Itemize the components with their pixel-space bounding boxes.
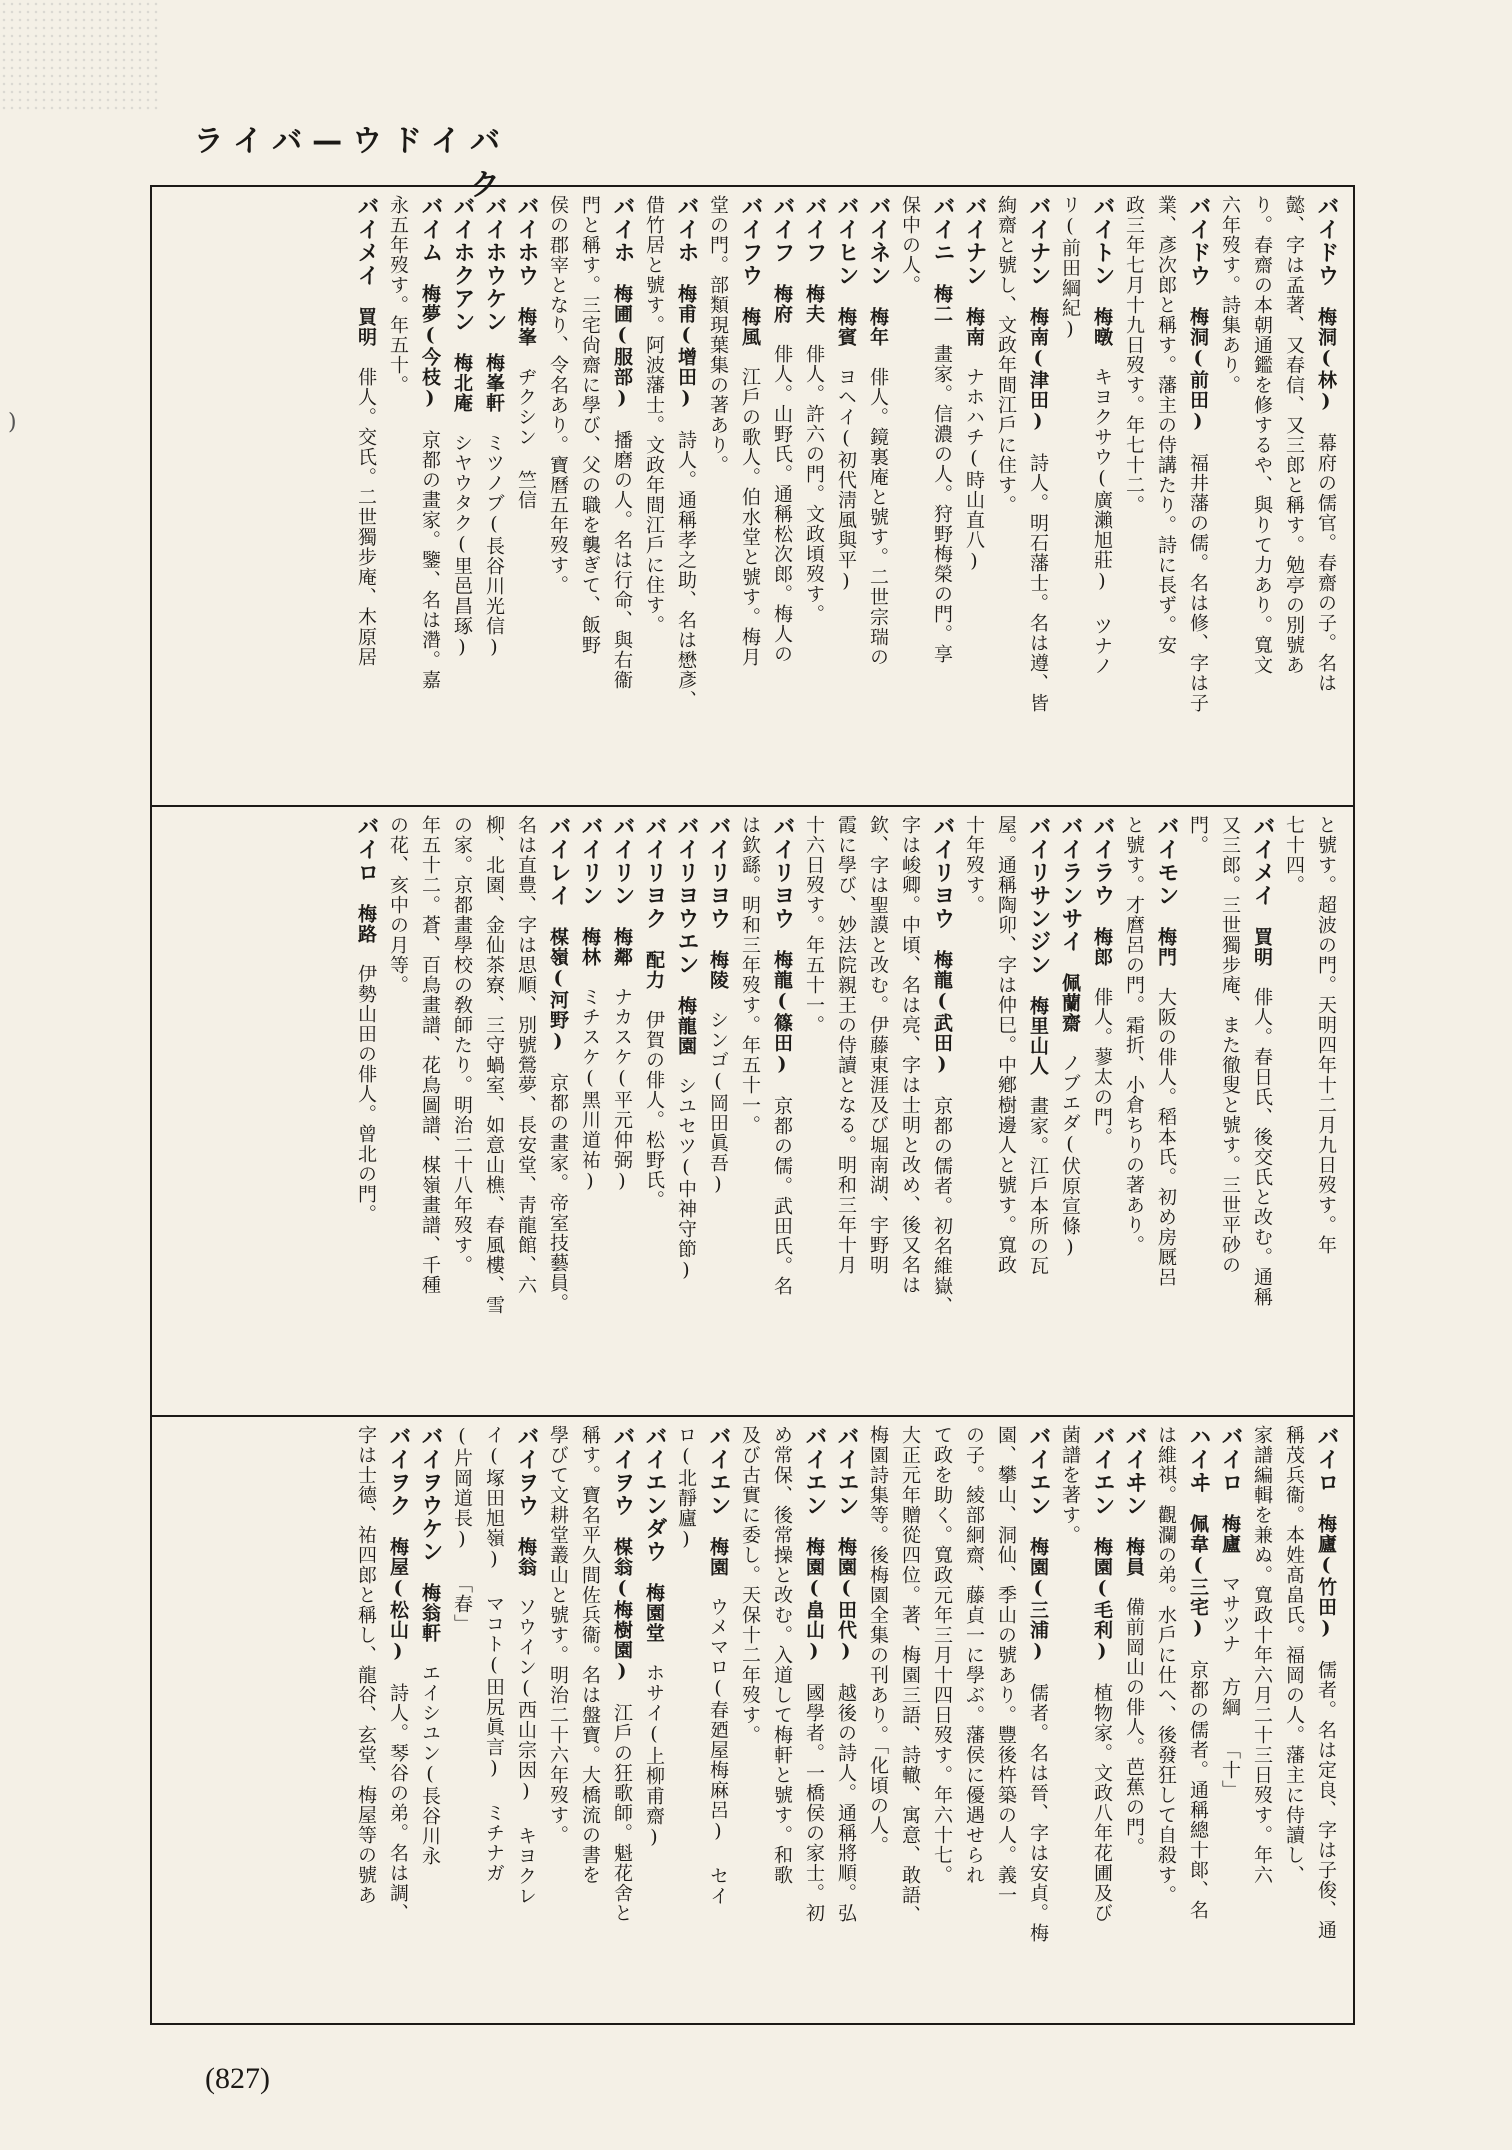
entry-column	[833, 195, 859, 797]
entry-column	[1057, 815, 1083, 1407]
entry-text: 字は士德、祐四郎と稱し、龍谷、玄堂、梅屋等の號あ	[355, 1425, 377, 1905]
upper-band	[152, 187, 1353, 807]
entry-text: リ(前田綱紀)	[1059, 195, 1081, 341]
entry-text: 植物家。文政八年花圃及び	[1091, 1683, 1113, 1923]
entry-name: 梅賓	[835, 307, 857, 347]
entry-text: 七十四。	[1283, 815, 1305, 895]
entry-column	[1281, 195, 1307, 797]
entry-column	[673, 195, 699, 797]
entry-text: 霞に學び、妙法院親王の侍讀となる。明和三年十月	[835, 815, 857, 1275]
entry-text: の家。京都畫學校の敎師たり。明治二十八年歿す。	[451, 815, 473, 1275]
entry-column	[1153, 815, 1179, 1407]
entry-headword: バイエン	[802, 1425, 827, 1517]
entry-text: (片岡道長) 「春」	[451, 1425, 473, 1634]
entry-text: と號す。超波の門。天明四年十二月九日歿す。年	[1315, 815, 1337, 1255]
entry-name: 梅屋(松山)	[387, 1537, 409, 1663]
entry-column	[1281, 815, 1307, 1407]
entry-column	[641, 815, 667, 1407]
entry-column	[801, 195, 827, 797]
entry-headword: バイム	[418, 195, 443, 264]
entry-column	[865, 815, 891, 1407]
entry-headword: バイリヨウ	[930, 815, 955, 930]
entry-name: 買明	[1251, 927, 1273, 967]
entry-column	[737, 195, 763, 797]
entry-text: 借竹居と號す。阿波藩士。文政年間江戶に住す。	[643, 195, 665, 635]
entry-headword: バイラウ	[1090, 815, 1115, 907]
entry-headword: バイエン	[1026, 1425, 1051, 1517]
entry-column	[1185, 1425, 1211, 2015]
entry-column	[513, 195, 539, 797]
entry-column	[417, 195, 443, 797]
entry-name: 梅路	[355, 904, 377, 944]
entry-name: 梅峯	[515, 307, 537, 347]
entry-name: 配力	[643, 950, 665, 990]
entry-column	[1249, 195, 1275, 797]
entry-text: 年五十二。蒼、百鳥畫譜、花鳥圖譜、楳嶺畫譜、千種	[419, 815, 441, 1295]
entry-text: 京都の儒者。初名維嶽、	[931, 1096, 953, 1316]
entry-text: シユセツ(中神守節)	[675, 1076, 697, 1282]
entry-column	[449, 1425, 475, 2015]
entry-text: ロ(北靜廬)	[675, 1425, 697, 1551]
entry-name: 梅夫	[803, 284, 825, 324]
entry-text: は維祺。觀瀾の弟。水戶に仕へ、後發狂して自殺す。	[1155, 1425, 1177, 1905]
entry-text: り。春齋の本朝通鑑を修するや、與りて力あり。寬文	[1251, 195, 1273, 675]
entry-column	[1217, 815, 1243, 1407]
entry-text: 詩人。明石藩士。名は遵、皆	[1027, 453, 1049, 713]
entry-column	[1057, 1425, 1083, 2015]
entry-column	[449, 815, 475, 1407]
entry-name: 梅夢(今枝)	[419, 284, 441, 410]
entry-column	[993, 1425, 1019, 2015]
entry-headword: バイエンダウ	[642, 1425, 667, 1563]
entry-column	[1089, 195, 1115, 797]
entry-name: 梅園(畠山)	[803, 1537, 825, 1663]
entry-column	[897, 815, 923, 1407]
entry-column	[577, 195, 603, 797]
entry-headword: バイリヨウ	[706, 815, 731, 930]
entry-column	[769, 815, 795, 1407]
entry-text: 江戶の歌人。伯水堂と號す。梅月	[739, 367, 761, 667]
margin-mark: )	[8, 410, 17, 435]
entry-text: 幕府の儒官。春齋の子。名は	[1315, 433, 1337, 693]
entry-name: 梅園堂	[643, 1583, 665, 1643]
entry-text: シンゴ(岡田眞吾)	[707, 1010, 729, 1196]
middle-band	[152, 807, 1353, 1417]
entry-headword: バイリン	[578, 815, 603, 907]
entry-name: 梅龍園	[675, 996, 697, 1056]
entry-column	[481, 195, 507, 797]
entry-name: 梅洞(林)	[1315, 307, 1337, 413]
entry-text: の花、亥中の月等。	[387, 815, 409, 995]
entry-text: ノブエダ(伏原宣條)	[1059, 1053, 1081, 1259]
entry-column	[1313, 195, 1339, 797]
entry-column	[1185, 195, 1211, 797]
entry-text: 儒者。名は晉、字は安貞。梅	[1027, 1683, 1049, 1943]
entry-text: マサツナ 方綱 「十」	[1219, 1574, 1241, 1800]
entry-name: 梅南	[963, 307, 985, 347]
entry-headword: バイネン	[866, 195, 891, 287]
entry-text: 柳、北園、金仙茶寮、三守蝸室、如意山樵、春風樓、雪	[483, 815, 505, 1315]
entry-column	[1089, 1425, 1115, 2015]
entry-column	[801, 815, 827, 1407]
entry-column	[1153, 195, 1179, 797]
entry-text: 政三年七月十九日歿す。年七十二。	[1123, 195, 1145, 515]
entry-text: 門。	[1187, 815, 1209, 855]
entry-name: 梅園	[707, 1537, 729, 1577]
entry-column	[1121, 815, 1147, 1407]
entry-text: 六年歿す。詩集あり。	[1219, 195, 1241, 395]
entry-column	[1025, 815, 1051, 1407]
entry-headword: バイドウ	[1314, 195, 1339, 287]
entry-column	[1121, 195, 1147, 797]
entry-headword: バイメイ	[354, 195, 379, 287]
entry-text: 江戶の狂歌師。魁花舍と	[611, 1703, 633, 1923]
entry-text: ソウイン(西山宗因) キヨクレ	[515, 1597, 537, 1906]
entry-name: 梅北庵	[451, 353, 473, 413]
entry-column	[385, 195, 411, 797]
entry-headword: バイリサンジン	[1026, 815, 1051, 976]
entry-headword: ハイヰ	[1186, 1425, 1211, 1494]
entry-headword: バイナン	[1026, 195, 1051, 287]
entry-text: 梅園詩集等。後梅園全集の刊あり。「化頃の人。	[867, 1425, 889, 1856]
entry-headword: バイホウ	[514, 195, 539, 287]
entry-text: 園、攀山、洞仙、季山の號あり。豐後杵築の人。義一	[995, 1425, 1017, 1905]
entry-headword: バイランサイ	[1058, 815, 1083, 953]
entry-headword: バイエン	[706, 1425, 731, 1517]
entry-headword: バイヲウ	[610, 1425, 635, 1517]
entry-column	[385, 1425, 411, 2015]
entry-text: キヨクサウ(廣瀨旭莊) ツナノ	[1091, 367, 1113, 676]
entry-column	[705, 1425, 731, 2015]
entry-column	[929, 815, 955, 1407]
entry-text: 業、彥次郎と稱す。藩主の侍講たり。詩に長ず。安	[1155, 195, 1177, 655]
entry-column	[1121, 1425, 1147, 2015]
lower-band	[152, 1417, 1353, 2023]
entry-column	[1089, 815, 1115, 1407]
entry-headword: バイヲウ	[514, 1425, 539, 1517]
entry-text: 菌譜を著す。	[1059, 1425, 1081, 1545]
entry-column	[1025, 195, 1051, 797]
entry-column	[1025, 1425, 1051, 2015]
entry-text: 懿、字は孟著、又春信、又三郎と稱す。勉亭の別號あ	[1283, 195, 1305, 675]
entry-text: 大正元年贈從四位。著、梅園三語、詩轍、寓意、敢語、	[899, 1425, 921, 1925]
entry-name: 梅員	[1123, 1537, 1145, 1577]
entry-text: ナホハチ(時山直八)	[963, 367, 985, 573]
entry-column	[673, 1425, 699, 2015]
entry-column	[673, 815, 699, 1407]
entry-text: ヨヘイ(初代淸風與平)	[835, 367, 857, 593]
entry-column	[417, 815, 443, 1407]
entry-headword: バイリン	[610, 815, 635, 907]
page-number: (827)	[205, 2062, 270, 2095]
entry-column	[513, 1425, 539, 2015]
entry-column	[1249, 1425, 1275, 2015]
entry-text: 俳人。鏡裏庵と號す。二世宗瑞の	[867, 367, 889, 667]
entry-name: 梅年	[867, 307, 889, 347]
entry-column	[929, 1425, 955, 2015]
entry-column	[1217, 195, 1243, 797]
entry-text: て政を助く。寬政元年三月十四日歿す。年六十七。	[931, 1425, 953, 1885]
entry-column	[833, 815, 859, 1407]
entry-column	[609, 195, 635, 797]
entry-column	[897, 195, 923, 797]
entry-column	[801, 1425, 827, 2015]
entry-headword: バイレイ	[546, 815, 571, 907]
entry-headword: バイリヨウ	[770, 815, 795, 930]
entry-text: め常保、後常操と改む。入道して梅軒と號す。和歌	[771, 1425, 793, 1885]
entry-column	[769, 195, 795, 797]
entry-name: 梅峯軒	[483, 353, 505, 413]
entry-name: 梅洞(前田)	[1187, 307, 1209, 433]
entry-name: 梅門	[1155, 927, 1177, 967]
entry-text: 學びて文耕堂叢山と號す。明治二十六年歿す。	[547, 1425, 569, 1845]
entry-text: ヂクシン 竺信	[515, 367, 537, 510]
entry-column	[641, 1425, 667, 2015]
entry-column	[1217, 1425, 1243, 2015]
entry-text: 及び古實に委し。天保十二年歿す。	[739, 1425, 761, 1745]
dictionary-frame	[150, 185, 1355, 2025]
entry-name: 梅府	[771, 284, 793, 324]
entry-text: 畫家。信濃の人。狩野梅榮の門。享	[931, 344, 953, 664]
entry-text: 京都の畫家。鑒、名は濳。嘉	[419, 430, 441, 690]
entry-column	[705, 815, 731, 1407]
entry-headword: バイフ	[802, 195, 827, 264]
entry-text: 福井藩の儒。名は修、字は子	[1187, 453, 1209, 713]
entry-text: 十六日歿す。年五十一。	[803, 815, 825, 1035]
entry-column	[353, 195, 379, 797]
entry-headword: バイメイ	[1250, 815, 1275, 907]
entry-column	[737, 1425, 763, 2015]
entry-name: 梅龍(武田)	[931, 950, 953, 1076]
entry-name: 楳嶺(河野)	[547, 927, 569, 1053]
entry-text: 京都の儒。武田氏。名	[771, 1096, 793, 1296]
running-title: バイドウ—バイラク	[193, 124, 510, 203]
entry-text: 永五年歿す。年五十。	[387, 195, 409, 395]
entry-text: 俳人。交氏。二世獨步庵、木原居	[355, 367, 377, 667]
entry-text: 字は峻卿。中頃、名は亮、字は士明と改め、後又名は	[899, 815, 921, 1295]
entry-name: 梅林	[579, 927, 601, 967]
entry-name: 梅園(毛利)	[1091, 1537, 1113, 1663]
entry-text: 堂の門。部類現葉集の著あり。	[707, 195, 729, 475]
entry-name: 買明	[355, 307, 377, 347]
entry-text: の子。綾部絅齋、藤貞一に學ぶ。藩侯に優遇せられ	[963, 1425, 985, 1885]
entry-text: ウメマロ(春廼屋梅麻呂) セイ	[707, 1597, 729, 1906]
entry-name: 梅郎	[1091, 927, 1113, 967]
entry-column	[385, 815, 411, 1407]
entry-column	[353, 815, 379, 1407]
entry-text: 大阪の俳人。稻本氏。初め房厩呂	[1155, 987, 1177, 1287]
entry-headword: バイヰン	[1122, 1425, 1147, 1517]
entry-text: 保中の人。	[899, 195, 921, 295]
entry-text: 伊賀の俳人。松野氏。	[643, 1010, 665, 1210]
entry-column	[961, 815, 987, 1407]
entry-column	[1249, 815, 1275, 1407]
entry-text: ミチスケ(黑川道祐)	[579, 987, 601, 1193]
entry-column	[993, 815, 1019, 1407]
entry-column	[545, 815, 571, 1407]
entry-text: イ(塚田旭嶺) マコト(田尻眞言) ミチナガ	[483, 1425, 505, 1883]
entry-name: 梅園(三浦)	[1027, 1537, 1049, 1663]
entry-column	[833, 1425, 859, 2015]
entry-text: 詩人。琴谷の弟。名は調、	[387, 1683, 409, 1923]
entry-headword: バイナン	[962, 195, 987, 287]
entry-headword: バイヲウケン	[418, 1425, 443, 1563]
entry-column	[961, 1425, 987, 2015]
entry-text: ミツノブ(長谷川光信)	[483, 433, 505, 659]
entry-text: 稱茂兵衞。本姓髙畠氏。福岡の人。藩主に侍讀し、	[1283, 1425, 1305, 1885]
entry-text: 門と稱す。三宅尙齋に學び、父の職を襲ぎて、飯野	[579, 195, 601, 655]
entry-text: 稱す。寶名平久間佐兵衞。名は盤寶。大橋流の書を	[579, 1425, 601, 1885]
entry-headword: バイモン	[1154, 815, 1179, 907]
entry-name: 梅龍(篠田)	[771, 950, 793, 1076]
entry-headword: バイホクアン	[450, 195, 475, 333]
entry-name: 梅里山人	[1027, 996, 1049, 1076]
entry-headword: バイドウ	[1186, 195, 1211, 287]
entry-column	[481, 815, 507, 1407]
entry-name: 梅園(田代)	[835, 1537, 857, 1663]
entry-text: 儒者。名は定良、字は子俊、通	[1315, 1660, 1337, 1940]
entry-text: 國學者。一橋侯の家士。初	[803, 1683, 825, 1923]
entry-name: 佩韋(三宅)	[1187, 1514, 1209, 1640]
entry-name: 梅翁	[515, 1537, 537, 1577]
entry-column	[993, 195, 1019, 797]
entry-column	[769, 1425, 795, 2015]
entry-headword: バイホ	[674, 195, 699, 264]
entry-name: 梅風	[739, 307, 761, 347]
entry-headword: バイホウケン	[482, 195, 507, 333]
entry-name: 梅鄰	[611, 927, 633, 967]
entry-column	[449, 195, 475, 797]
entry-text: ナカスケ(平元仲弼)	[611, 987, 633, 1193]
entry-text: 俳人。山野氏。通稱松次郎。梅人の	[771, 344, 793, 664]
entry-column	[929, 195, 955, 797]
entry-text: 家譜編輯を兼ぬ。寬政十年六月二十三日歿す。年六	[1251, 1425, 1273, 1885]
entry-headword: バイフ	[770, 195, 795, 264]
entry-column	[737, 815, 763, 1407]
entry-text: と號す。才麿呂の門。霜折、小倉ちりの著あり。	[1123, 815, 1145, 1255]
entry-text: 又三郎。三世獨步庵、また徹叟と號す。三世平砂の	[1219, 815, 1241, 1275]
entry-column	[545, 1425, 571, 2015]
entry-text: 詩人。通稱孝之助、名は懋彥、	[675, 430, 697, 710]
entry-text: 京都の儒者。通稱總十郞、名	[1187, 1660, 1209, 1920]
entry-text: 絢齋と號し、文政年間江戶に住す。	[995, 195, 1017, 515]
entry-name: 佩蘭齋	[1059, 973, 1081, 1033]
entry-column	[1281, 1425, 1307, 2015]
entry-text: 俳人。春日氏、後交氏と改む。通稱	[1251, 987, 1273, 1307]
entry-column	[865, 1425, 891, 2015]
entry-column	[865, 195, 891, 797]
entry-text: エイシユン(長谷川永	[419, 1663, 441, 1866]
entry-name: 梅廬(竹田)	[1315, 1514, 1337, 1640]
entry-column	[609, 1425, 635, 2015]
entry-name: 梅翁軒	[419, 1583, 441, 1643]
entry-column	[481, 1425, 507, 2015]
entry-column	[641, 195, 667, 797]
entry-text: 俳人。蓼太の門。	[1091, 987, 1113, 1147]
entry-column	[353, 1425, 379, 2015]
entry-text: 備前岡山の俳人。芭蕉の門。	[1123, 1597, 1145, 1857]
entry-column	[609, 815, 635, 1407]
entry-headword: バイリヨウエン	[674, 815, 699, 976]
entry-headword: バイホ	[610, 195, 635, 264]
entry-column	[1185, 815, 1211, 1407]
entry-headword: バイヒン	[834, 195, 859, 287]
entry-column	[705, 195, 731, 797]
entry-text: 京都の畫家。帝室技藝員。	[547, 1073, 569, 1313]
entry-text: 播磨の人。名は行命、與右衞	[611, 430, 633, 690]
entry-name: 梅圃(服部)	[611, 284, 633, 410]
entry-name: 梅甫(增田)	[675, 284, 697, 410]
entry-column	[545, 195, 571, 797]
entry-headword: バイロ	[354, 815, 379, 884]
entry-text: は欽繇。明和三年歿す。年五十一。	[739, 815, 761, 1135]
entry-column	[513, 815, 539, 1407]
entry-text: 侯の郡宰となり、令名あり。寶曆五年歿す。	[547, 195, 569, 595]
entry-headword: バイロ	[1314, 1425, 1339, 1494]
entry-name: 楳翁(梅樹園)	[611, 1537, 633, 1683]
entry-headword: バイエン	[1090, 1425, 1115, 1517]
entry-name: 梅二	[931, 284, 953, 324]
entry-column	[1313, 1425, 1339, 2015]
entry-name: 梅南(津田)	[1027, 307, 1049, 433]
entry-text: 伊勢山田の俳人。曾北の門。	[355, 964, 377, 1224]
entry-text: 欽、字は聖謨と改む。伊藤東涯及び堀南湖、宇野明	[867, 815, 889, 1275]
entry-text: シヤウタク(里邑昌琢)	[451, 433, 473, 659]
entry-column	[1057, 195, 1083, 797]
entry-text: 名は直豊、字は思順、別號鶯夢、長安堂、靑龍館、六	[515, 815, 537, 1295]
entry-headword: バイトン	[1090, 195, 1115, 287]
entry-headword: バイロ	[1218, 1425, 1243, 1494]
entry-column	[1153, 1425, 1179, 2015]
entry-name: 梅陵	[707, 950, 729, 990]
entry-headword: バイニ	[930, 195, 955, 264]
scan-speckle	[0, 0, 160, 110]
entry-text: 俳人。許六の門。文政頃歿す。	[803, 344, 825, 624]
entry-column	[1313, 815, 1339, 1407]
entry-column	[577, 1425, 603, 2015]
entry-name: 梅廬	[1219, 1514, 1241, 1554]
entry-name: 梅暾	[1091, 307, 1113, 347]
entry-column	[897, 1425, 923, 2015]
entry-text: 越後の詩人。通稱將順。弘	[835, 1683, 857, 1923]
entry-text: 畫家。江戶本所の瓦	[1027, 1096, 1049, 1276]
entry-headword: バイリヨク	[642, 815, 667, 930]
entry-headword: バイフウ	[738, 195, 763, 287]
entry-column	[577, 815, 603, 1407]
entry-headword: バイヲク	[386, 1425, 411, 1517]
entry-column	[961, 195, 987, 797]
entry-text: 屋。通稱陶卯、字は仲巳。中鄕樹邊人と號す。寬政	[995, 815, 1017, 1275]
entry-column	[417, 1425, 443, 2015]
entry-text: 十年歿す。	[963, 815, 985, 915]
entry-text: ホサイ(上柳甫齋)	[643, 1663, 665, 1849]
entry-headword: バイエン	[834, 1425, 859, 1517]
